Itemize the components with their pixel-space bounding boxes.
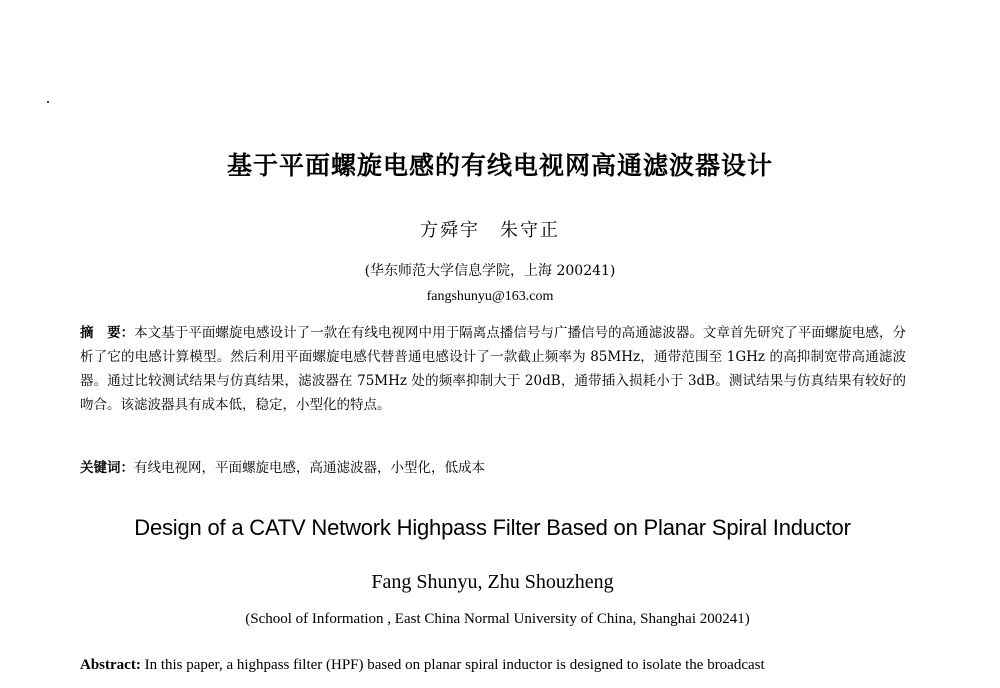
chinese-authors: 方舜宇 朱守正 xyxy=(420,220,560,241)
english-affiliation: (School of Information , East China Normal University of China, Shanghai 200241) xyxy=(245,611,750,627)
english-title: Design of a CATV Network Highpass Filter Based on Planar Spiral Inductor xyxy=(134,515,851,540)
chinese-abstract xyxy=(80,321,906,417)
english-abstract-label: Abstract: xyxy=(80,657,141,673)
english-authors: Fang Shunyu, Zhu Shouzheng xyxy=(371,571,614,593)
chinese-abstract-label: 摘 要： xyxy=(80,325,135,341)
chinese-keywords xyxy=(80,456,906,480)
english-abstract-text: In this paper, a highpass filter (HPF) based on planar spiral inductor is designed to isolate the broadcast xyxy=(140,657,765,673)
chinese-abstract-text: 本文基于平面螺旋电感设计了一款在有线电视网中用于隔离点播信号与广播信号的高通滤波器。文章首先研究了平面螺旋电感，分析了它的电感计算模型。然后利用平面螺旋电感代替普通电感设计了一款截止频率为 85MHz，通带范围至 1GHz 的高抑制宽带高通滤波器。通过比较测试结果与仿真结果，滤波器在 75MHz 处的频率抑制大于 20dB，通带插入损耗小于 3dB。测试结果与仿真结果有较好的吻合。该滤波器具有成本低，稳定，小型化的特点。 xyxy=(80,325,907,413)
chinese-title: 基于平面螺旋电感的有线电视网高通滤波器设计 xyxy=(226,151,773,180)
chinese-keywords-label: 关键词： xyxy=(80,460,134,476)
author-email: fangshunyu@163.com xyxy=(426,289,554,304)
chinese-keywords-text: 有线电视网，平面螺旋电感，高通滤波器，小型化，低成本 xyxy=(134,460,485,476)
english-abstract xyxy=(80,651,906,679)
chinese-affiliation: (华东师范大学信息学院，上海 200241) xyxy=(364,263,616,279)
scan-speck xyxy=(47,101,49,103)
